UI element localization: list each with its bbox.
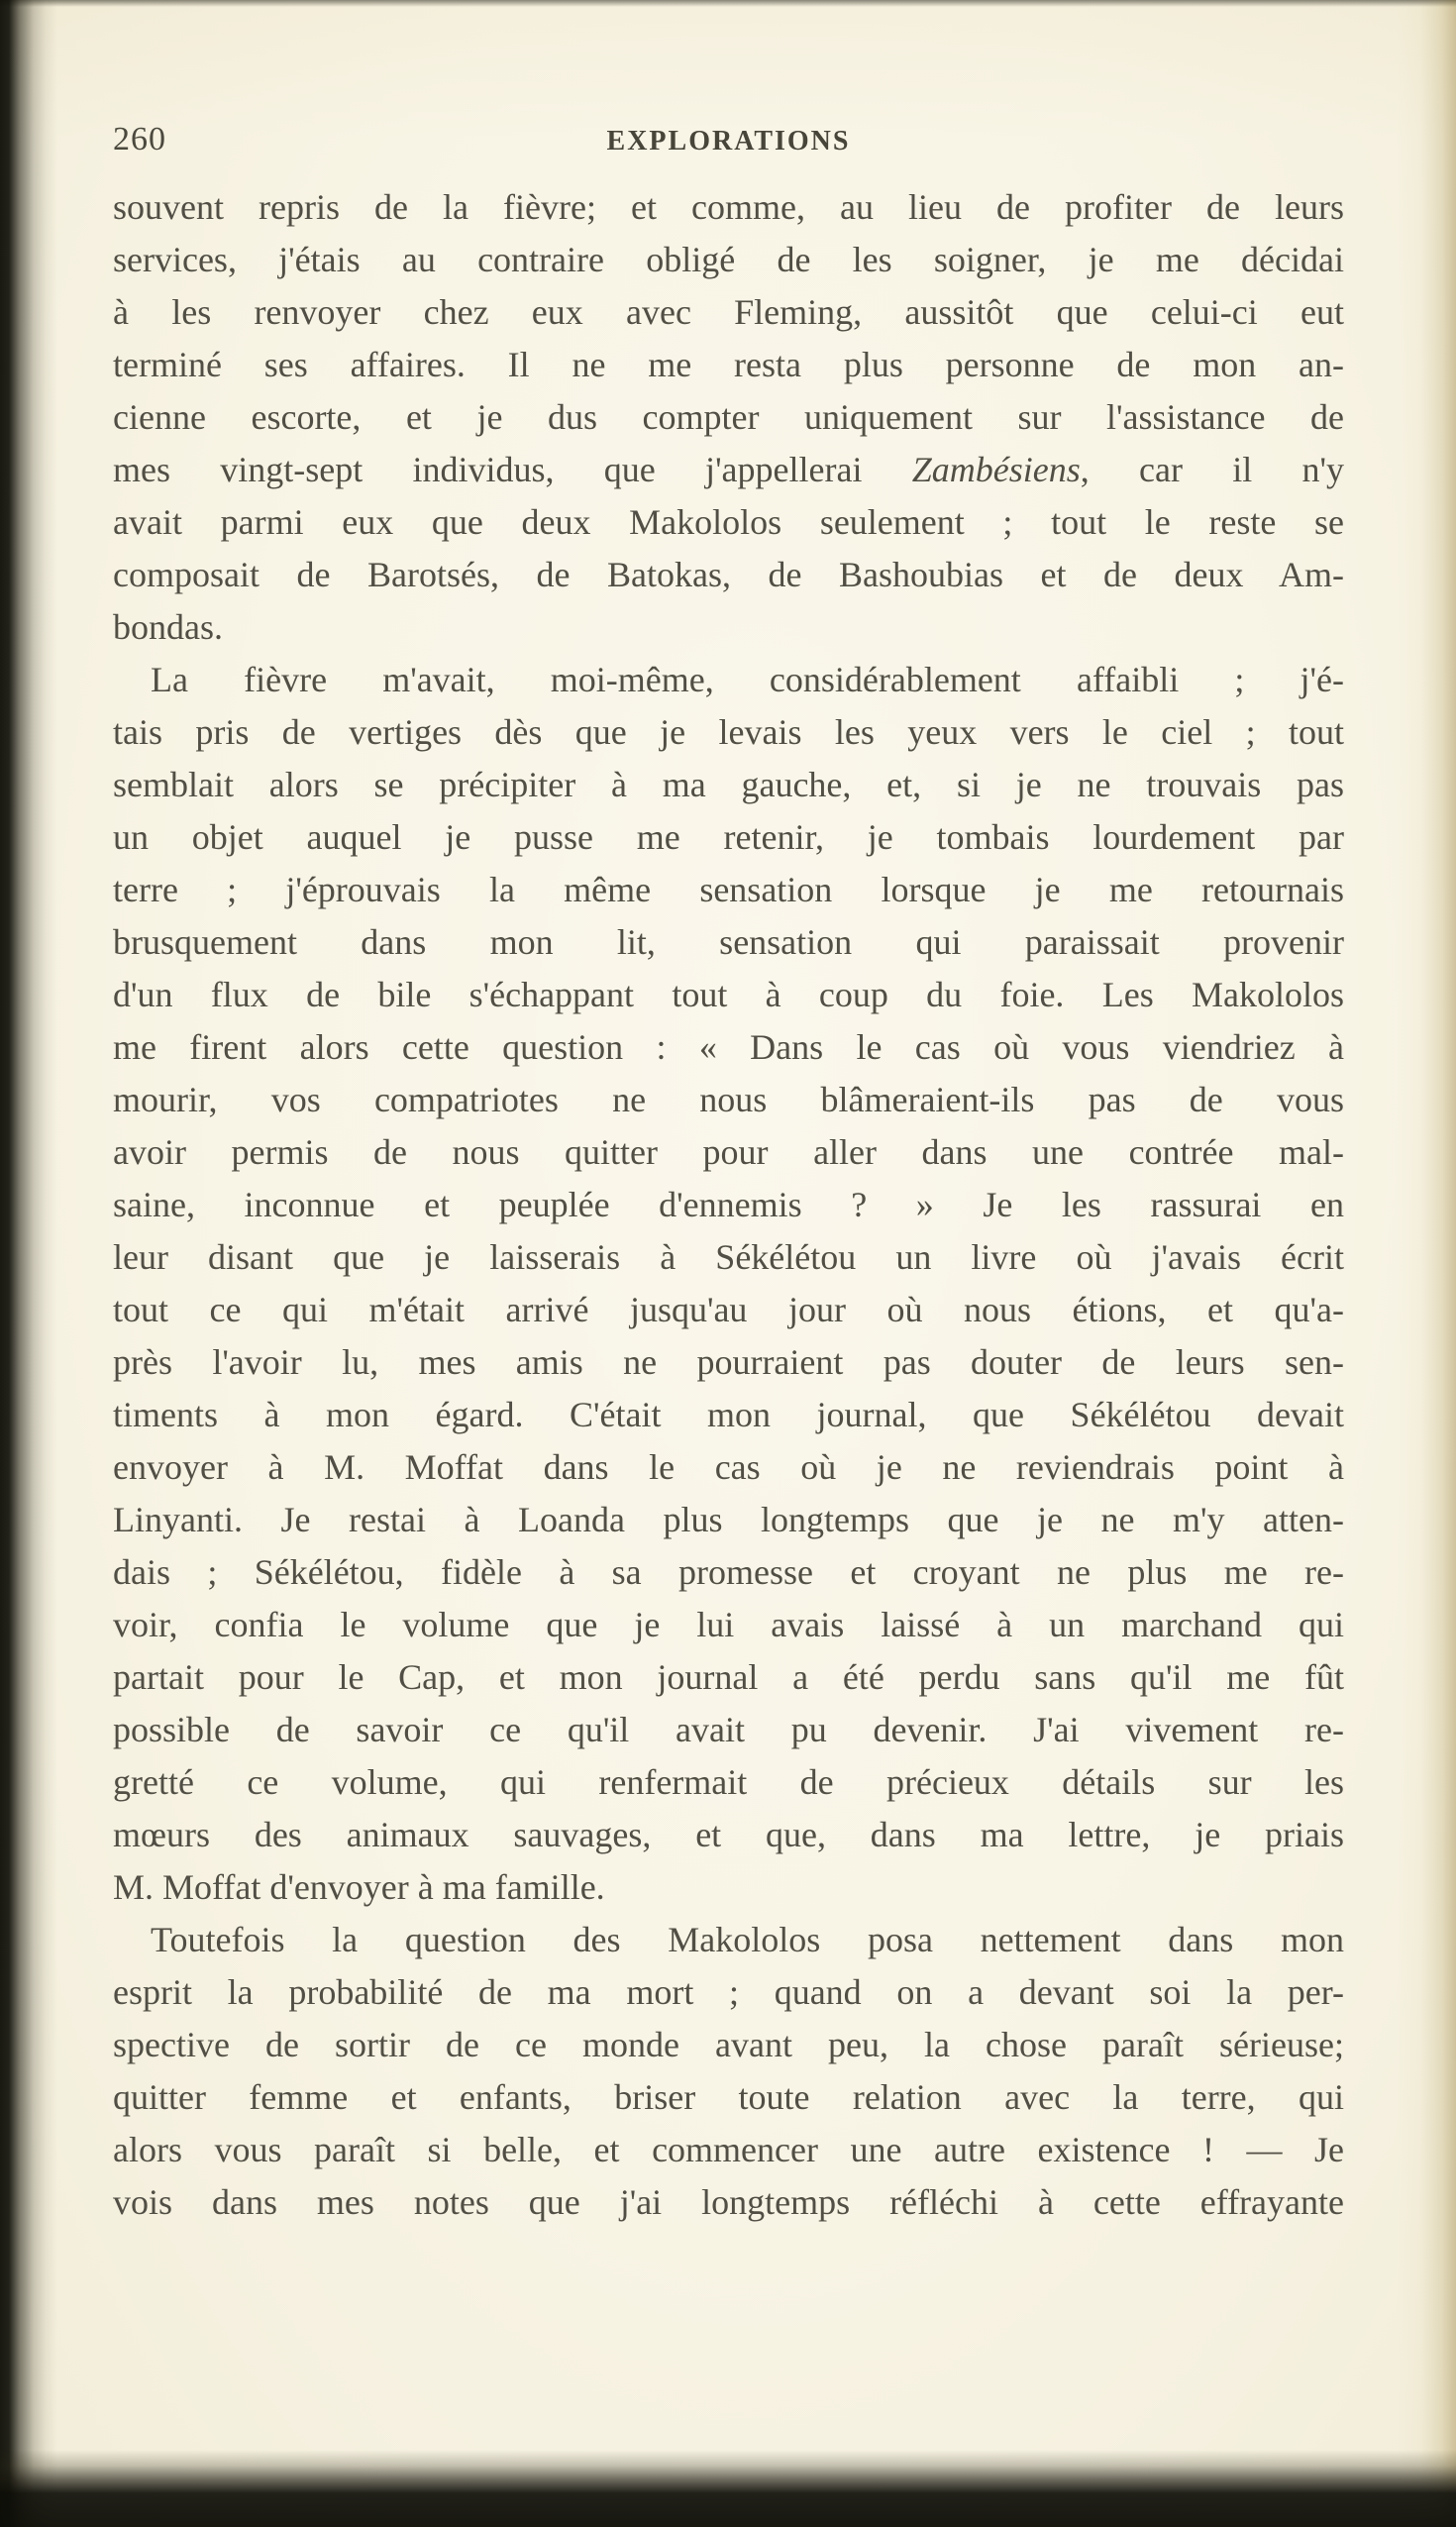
text-line: voir, confia le volume que je lui avais laissé à un marchand qui: [113, 1605, 1344, 1644]
text-line: gretté ce volume, qui renfermait de précieux détails sur les: [113, 1762, 1344, 1802]
scan-edge-top-shadow: [0, 0, 1456, 7]
text-line: leur disant que je laisserais à Sékélétou un livre où j'avais écrit: [113, 1237, 1344, 1277]
text-line: brusquement dans mon lit, sensation qui paraissait provenir: [113, 922, 1344, 962]
text-line: saine, inconnue et peuplée d'ennemis ? » Je les rassurai en: [113, 1185, 1344, 1224]
text-line: La fièvre m'avait, moi-même, considérablement affaibli ; j'é-: [151, 660, 1344, 699]
scan-edge-bottom-shadow: [0, 2450, 1456, 2527]
text-line: avait parmi eux que deux Makololos seulement ; tout le reste se: [113, 502, 1344, 542]
text-line: services, j'étais au contraire obligé de les soigner, je me décidai: [113, 240, 1344, 279]
text-line: cienne escorte, et je dus compter uniquement sur l'assistance de: [113, 397, 1344, 437]
text-line: tout ce qui m'était arrivé jusqu'au jour où nous étions, et qu'a-: [113, 1290, 1344, 1329]
text-line: partait pour le Cap, et mon journal a été perdu sans qu'il me fût: [113, 1657, 1344, 1697]
text-line: Toutefois la question des Makololos posa nettement dans mon: [151, 1920, 1344, 1959]
text-line: quitter femme et enfants, briser toute relation avec la terre, qui: [113, 2077, 1344, 2117]
text-line: timents à mon égard. C'était mon journal, que Sékélétou devait: [113, 1395, 1344, 1434]
text-line: spective de sortir de ce monde avant peu, la chose paraît sérieuse;: [113, 2025, 1344, 2064]
text-line: avoir permis de nous quitter pour aller dans une contrée mal-: [113, 1132, 1344, 1172]
text-line: vois dans mes notes que j'ai longtemps réfléchi à cette effrayante: [113, 2182, 1344, 2222]
scan-gutter-left-shadow: [0, 0, 57, 2527]
text-line: possible de savoir ce qu'il avait pu devenir. J'ai vivement re-: [113, 1710, 1344, 1749]
text-line: composait de Barotsés, de Batokas, de Bashoubias et de deux Am-: [113, 555, 1344, 594]
text-line: tais pris de vertiges dès que je levais les yeux vers le ciel ; tout: [113, 712, 1344, 752]
text-line: terminé ses affaires. Il ne me resta plus personne de mon an-: [113, 345, 1344, 384]
text-line: me firent alors cette question : « Dans le cas où vous viendriez à: [113, 1027, 1344, 1067]
text-line: alors vous paraît si belle, et commencer une autre existence ! — Je: [113, 2130, 1344, 2169]
text-line: un objet auquel je pusse me retenir, je tombais lourdement par: [113, 817, 1344, 857]
text-line: souvent repris de la fièvre; et comme, au lieu de profiter de leurs: [113, 187, 1344, 227]
text-line: semblait alors se précipiter à ma gauche, et, si je ne trouvais pas: [113, 765, 1344, 804]
text-line: envoyer à M. Moffat dans le cas où je ne reviendrais point à: [113, 1447, 1344, 1487]
text-line: d'un flux de bile s'échappant tout à coup du foie. Les Makololos: [113, 975, 1344, 1014]
text-line: dais ; Sékélétou, fidèle à sa promesse et croyant ne plus me re-: [113, 1552, 1344, 1592]
body-text: [113, 181, 1344, 2229]
scan-edge-right-shadow: [1420, 0, 1456, 2527]
text-line: esprit la probabilité de ma mort ; quand on a devant soi la per-: [113, 1972, 1344, 2012]
text-line: près l'avoir lu, mes amis ne pourraient pas douter de leurs sen-: [113, 1342, 1344, 1382]
text-line: Linyanti. Je restai à Loanda plus longtemps que je ne m'y atten-: [113, 1500, 1344, 1539]
text-line: bondas.: [113, 607, 223, 647]
text-line: terre ; j'éprouvais la même sensation lorsque je me retournais: [113, 870, 1344, 909]
text-line: mœurs des animaux sauvages, et que, dans ma lettre, je priais: [113, 1815, 1344, 1854]
text-line: mes vingt-sept individus, que j'appellerai Zambésiens, car il n'y: [113, 450, 1344, 489]
text-line: à les renvoyer chez eux avec Fleming, aussitôt que celui-ci eut: [113, 292, 1344, 332]
text-line: mourir, vos compatriotes ne nous blâmeraient-ils pas de vous: [113, 1080, 1344, 1119]
page-number: 260: [113, 121, 166, 158]
running-title: EXPLORATIONS: [606, 126, 851, 157]
text-line: M. Moffat d'envoyer à ma famille.: [113, 1867, 605, 1907]
